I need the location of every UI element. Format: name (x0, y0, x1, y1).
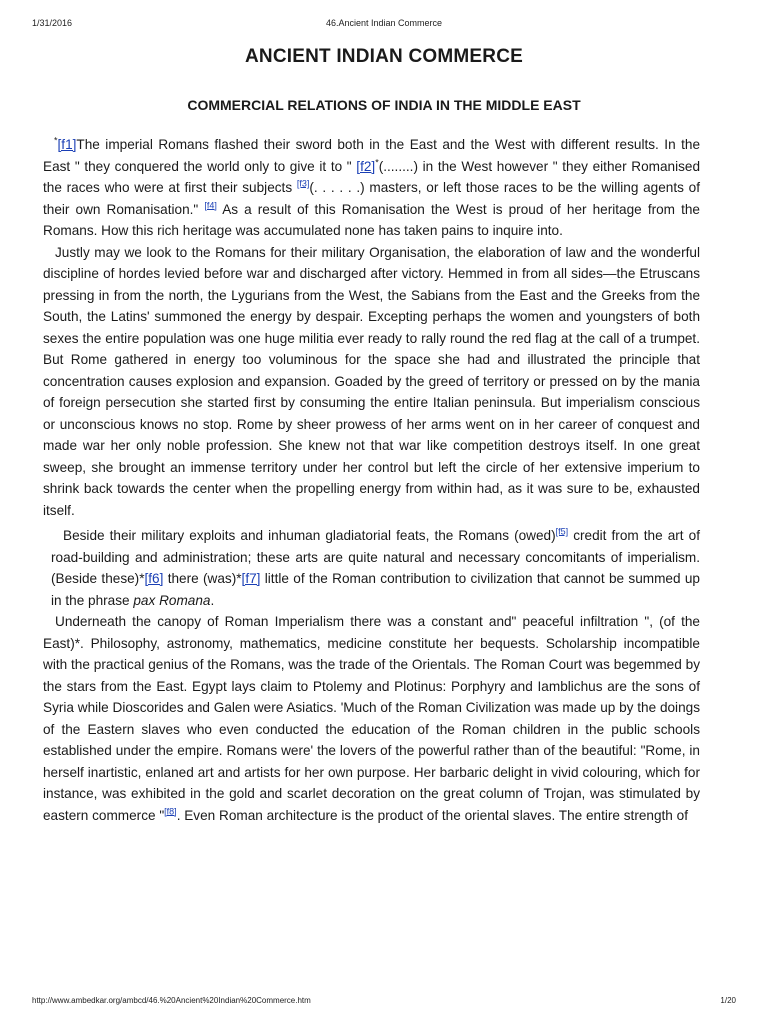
footnote-link-f1[interactable]: [f1] (57, 137, 77, 152)
page-number: 1/20 (720, 996, 736, 1005)
article-body (43, 134, 700, 826)
pax-romana-phrase: pax Romana (133, 592, 211, 608)
paragraph-4 (43, 611, 700, 826)
paragraph-1-text-a: The imperial Romans flashed their sword both in the East and the West with different results. In the East " they conquered the world only to give it to " (43, 137, 700, 174)
paragraph-3-text-c: there (was)* (163, 571, 242, 586)
footnote-link-f4[interactable]: [f4] (204, 199, 217, 210)
paragraph-4-text-b: . Even Roman architecture is the product of the oriental slaves. The entire strength of (176, 807, 688, 823)
paragraph-1-text-b: (........) in the West however " they either Romanised the races who were at first their subjects (43, 158, 701, 195)
print-date: 1/31/2016 (32, 18, 73, 28)
asterisk-mark: * (375, 156, 379, 167)
source-url: http://www.ambedkar.org/ambcd/46.%20Ancient%20Indian%20Commerce.htm (32, 996, 311, 1005)
paragraph-3-text-b: credit from the art of road-building and administration; these arts are quite natural and necessary concomitants of imperialism. (Beside these)* (51, 528, 700, 586)
print-doc-title: 46.Ancient Indian Commerce (325, 18, 443, 28)
print-footer (32, 996, 736, 1008)
footnote-link-f2[interactable]: [f2] (356, 158, 376, 174)
paragraph-3 (51, 525, 700, 611)
paragraph-1-text-d: As a result of this Romanisation the West is proud of her heritage from the Romans. How this rich heritage was accumulated none has taken pains to inquire into. (43, 201, 700, 238)
paragraph-1 (43, 134, 700, 242)
section-subtitle: COMMERCIAL RELATIONS OF INDIA IN THE MIDDLE EAST (187, 97, 581, 113)
footnote-link-f7[interactable]: [f7] (241, 571, 261, 586)
page-title: ANCIENT INDIAN COMMERCE (245, 46, 523, 67)
paragraph-3-text-d: little of the Roman contribution to civilization that cannot be summed up in the phrase (51, 571, 700, 608)
footnote-link-f8[interactable]: [f8] (164, 805, 177, 816)
footnote-link-f5[interactable]: [f5] (555, 526, 569, 537)
footnote-link-f6[interactable]: [f6] (144, 571, 164, 586)
paragraph-3-text-e: . (210, 592, 215, 608)
paragraph-3-text-a: Beside their military exploits and inhuman gladiatorial feats, the Romans (owed) (63, 528, 556, 543)
footnote-link-f3[interactable]: [f3] (296, 178, 310, 189)
paragraph-1-text-c: (. . . . . .) masters, or left those races to be the willing agents of their own Romanisation." (43, 180, 700, 217)
paragraph-2: Justly may we look to the Romans for their military Organisation, the elaboration of law and the wonderful discipline of hordes levied before war and discharged after victory. Hemmed in from all sides—the Etruscans pressing in from the north, the Lygurians from the West, the Sabians from the East and the Greeks from the South, the Latins' summoned the energy by despair. Excepting perhaps the women and youngsters of both sexes the entire population was one huge militia ever ready to rally round the red flag at the call of a trumpet. But Rome gathered in energy too voluminous for the space she had and illustrated the principle that concentration causes explosion and expansion. Goaded by the greed of territory or pressed on by the mania of foreign persecution she started first by consuming the entire Italian peninsula. But imperialism conscious or unconscious knows no stop. Rome by sheer prowess of her arms went on in her career of conquest and made war her only noble profession. She knew not that war like competition destroys itself. In one great sweep, she brought an immense territory under her control but left the circle of her extensive imperium to shrink back towards the center when the propelling energy from within had, as it was sure to be, exhausted itself. (43, 244, 700, 518)
print-header (32, 18, 736, 32)
asterisk-mark: * (54, 135, 58, 146)
paragraph-4-text-a: Underneath the canopy of Roman Imperialism there was a constant and" peaceful infiltration ", (of the East)*. Philosophy, astronomy, mathematics, medicine constitute her bequests. Scholarship incompatible with the practical genius of the Romans, was the trade of the Orientals. The Roman Court was begemmed by the stars from the East. Egypt lays claim to Ptolemy and Plotinus: Porphyry and Iamblichus are the sons of Syria while Dioscorides and Galen were Asiatics. 'Much of the Roman Civilization was made up by the doings of the Eastern slaves who even conducted the education of the Roman children in the public schools established under the empire. Romans were' the lovers of the powerful rather than of the beautiful: "Rome, in herself inartistic, enlaned art and artists for her own purpose. Her barbaric delight in vivid colouring, which for instance, was exhibited in the gold and scarlet decoration on the great column of Trojan, was stimulated by eastern commerce " (43, 614, 700, 823)
